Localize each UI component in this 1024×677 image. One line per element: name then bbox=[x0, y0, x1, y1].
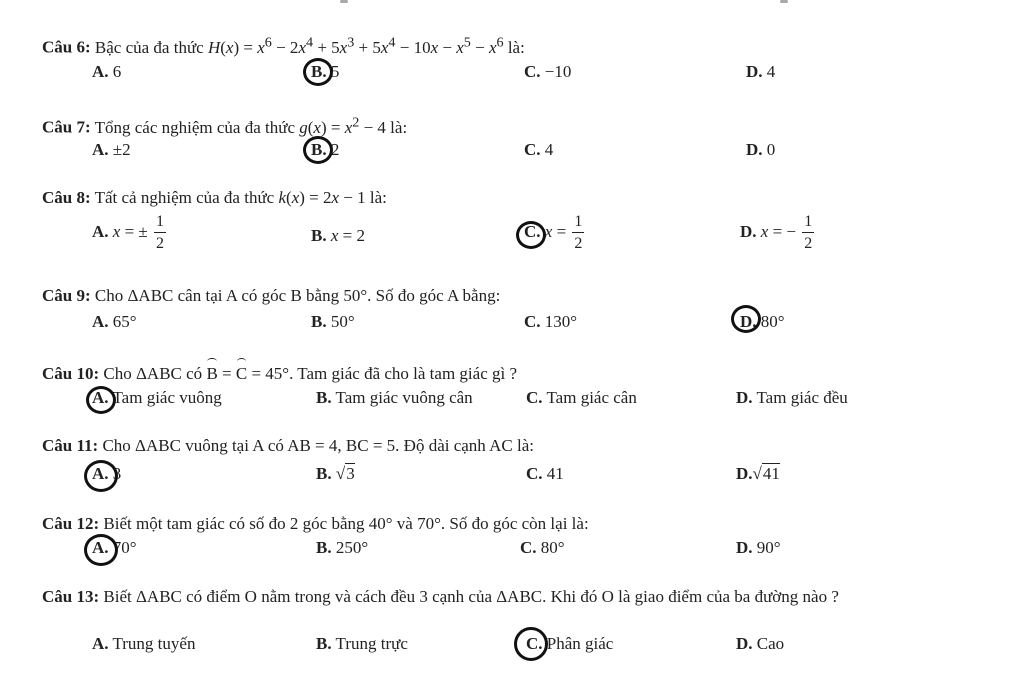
question-10 bbox=[42, 364, 517, 384]
scan-speck bbox=[780, 0, 788, 3]
option-b[interactable]: B. 50° bbox=[311, 312, 355, 331]
answer-circle bbox=[514, 627, 548, 661]
answer-circle bbox=[303, 136, 333, 164]
question-7 bbox=[42, 114, 407, 138]
option-c[interactable]: C. −10 bbox=[524, 62, 572, 81]
option-a[interactable]: A. ±2 bbox=[92, 140, 131, 159]
option-d[interactable]: D.√41 bbox=[736, 464, 780, 483]
option-b[interactable]: B. 250° bbox=[316, 538, 369, 557]
question-label: Câu 9: bbox=[42, 286, 91, 305]
option-b[interactable]: B. Tam giác vuông cân bbox=[316, 388, 473, 407]
answer-circle bbox=[84, 534, 118, 566]
question-stem: Cho ΔABC cân tại A có góc B bằng 50°. Số đo góc A bằng: bbox=[94, 286, 501, 305]
option-a[interactable]: A. 6 bbox=[92, 62, 122, 81]
option-c[interactable]: C. x = $\frac{1}{2}$ bbox=[524, 213, 583, 252]
question-stem: Biết ΔABC có điểm O nằm trong và cách đều 3 cạnh của ΔABC. Khi đó O là giao điểm của ba đường nào ? bbox=[103, 587, 839, 606]
option-b[interactable]: B. 2 bbox=[311, 140, 340, 159]
option-a[interactable]: A. Tam giác vuông bbox=[92, 388, 222, 407]
question-label: Câu 10: bbox=[42, 364, 100, 383]
option-b[interactable]: B. √3 bbox=[316, 464, 355, 483]
option-b[interactable]: B. x = 2 bbox=[311, 226, 365, 245]
option-c[interactable]: C. Phân giác bbox=[526, 634, 614, 653]
option-a[interactable]: A. Trung tuyến bbox=[92, 634, 196, 653]
question-label: Câu 8: bbox=[42, 188, 91, 207]
option-b[interactable]: B. 5 bbox=[311, 62, 340, 81]
answer-circle bbox=[84, 460, 118, 492]
option-c[interactable]: C. 80° bbox=[520, 538, 565, 557]
option-d[interactable]: D. 90° bbox=[736, 538, 781, 557]
option-c[interactable]: C. 41 bbox=[526, 464, 564, 483]
question-stem: Bậc của đa thức $H(x) = x^6 - 2x^4 + 5x^3 + 5x^4 - 10x - x^5 - x^6$ là: bbox=[94, 34, 525, 57]
option-c[interactable]: C. Tam giác cân bbox=[526, 388, 637, 407]
question-label: Câu 7: bbox=[42, 117, 91, 137]
question-8 bbox=[42, 188, 387, 208]
question-stem: Biết một tam giác có số đo 2 góc bằng 40° và 70°. Số đo góc còn lại là: bbox=[103, 514, 589, 533]
option-d[interactable]: D. Cao bbox=[736, 634, 785, 653]
option-a[interactable]: A. 70° bbox=[92, 538, 137, 557]
answer-circle bbox=[86, 386, 116, 414]
question-6 bbox=[42, 34, 525, 58]
option-b[interactable]: B. Trung trực bbox=[316, 634, 408, 653]
option-c[interactable]: C. 130° bbox=[524, 312, 578, 331]
question-12 bbox=[42, 514, 589, 534]
option-a[interactable]: A. x = ± $\frac{1}{2}$ bbox=[92, 213, 164, 252]
option-d[interactable]: D. 0 bbox=[746, 140, 776, 159]
option-d[interactable]: D. 80° bbox=[740, 312, 785, 331]
question-label: Câu 12: bbox=[42, 514, 100, 533]
option-a[interactable]: A. 65° bbox=[92, 312, 137, 331]
answer-circle bbox=[731, 305, 761, 333]
question-9 bbox=[42, 286, 500, 306]
question-label: Câu 6: bbox=[42, 37, 91, 57]
option-c[interactable]: C. 4 bbox=[524, 140, 554, 159]
option-d[interactable]: D. x = − $\frac{1}{2}$ bbox=[740, 213, 813, 252]
question-stem: Cho ΔABC vuông tại A có AB = 4, BC = 5. Độ dài cạnh AC là: bbox=[102, 436, 534, 455]
question-stem: Tất cả nghiệm của đa thức k(x) = 2x − 1 là: bbox=[94, 188, 387, 207]
option-d[interactable]: D. 4 bbox=[746, 62, 776, 81]
scan-speck bbox=[340, 0, 348, 3]
question-label: Câu 11: bbox=[42, 436, 99, 455]
question-11 bbox=[42, 436, 534, 456]
question-label: Câu 13: bbox=[42, 587, 100, 606]
question-13 bbox=[42, 586, 972, 608]
answer-circle bbox=[303, 58, 333, 86]
option-a[interactable]: A. 3 bbox=[92, 464, 122, 483]
answer-circle bbox=[516, 221, 546, 249]
question-stem: Tổng các nghiệm của đa thức $g(x) = x^2 - 4$ là: bbox=[94, 114, 408, 137]
question-stem: Cho ΔABC có B = C = 45°. Tam giác đã cho là tam giác gì ? bbox=[103, 364, 518, 383]
option-d[interactable]: D. Tam giác đều bbox=[736, 388, 848, 407]
